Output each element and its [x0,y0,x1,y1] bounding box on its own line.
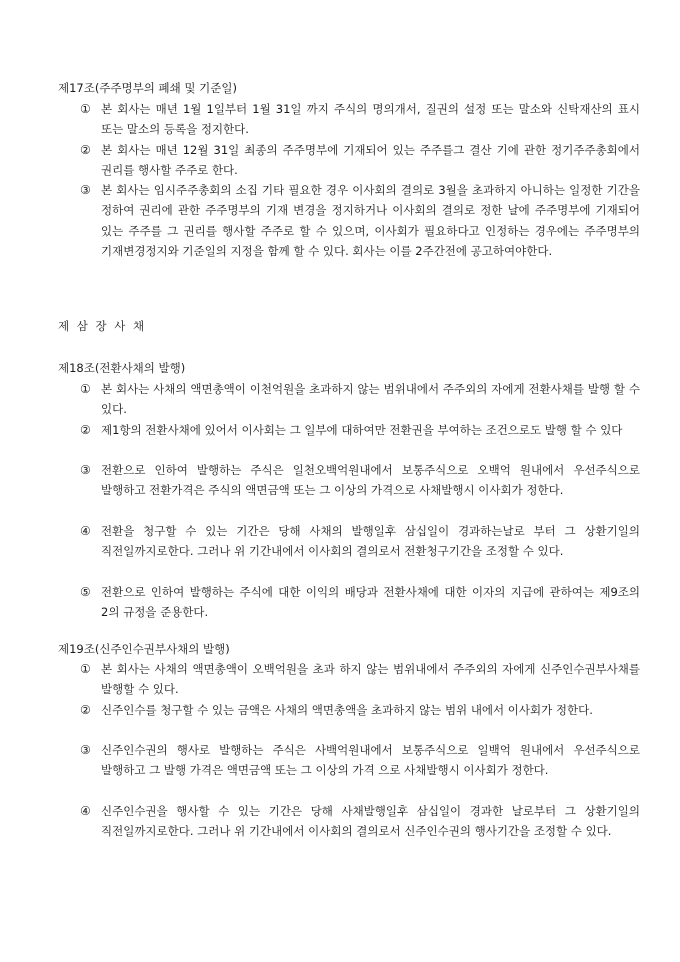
article-19-item-3 [80,740,640,781]
article-18-item-4 [80,521,640,562]
article-19-item-1 [80,659,640,700]
item-number: ③ [80,183,91,197]
item-number: ① [80,662,91,676]
item-number: ② [80,423,91,437]
item-number: ① [80,382,91,396]
item-text: 본 회사는 매년 12월 31일 최종의 주주명부에 기재되어 있는 주주를그 결산 기에 관한 정기주주총회에서 권리를 행사할 주주로 한다. [101,143,640,178]
article-18-title: 제18조(전환사채의 발행) [58,361,186,375]
article-18-item-2 [80,420,640,440]
item-number: ② [80,703,91,717]
item-number: ④ [80,524,91,538]
article-19-item-2 [80,700,640,720]
article-17-item-1 [80,99,640,140]
item-text: 신주인수권의 행사로 발행하는 주식은 사백억원내에서 보통주식으로 일백억 원내에서 우선주식으로 발행하고 그 발행 가격은 액면금액 또는 그 이상의 가격 으로 사채발행시 이사회가 정한다. [101,743,640,778]
item-text: 전환으로 인하여 발행하는 주식은 일천오백억원내에서 보통주식으로 오백억 원내에서 우선주식으로 발행하고 전환가격은 주식의 액면금액 또는 그 이상의 가격으로 사채발행시 이사회가 정한다. [101,463,640,498]
item-number: ④ [80,804,91,818]
article-17-item-3 [80,180,640,261]
article-18-item-5 [80,582,640,623]
item-text: 전환을 청구할 수 있는 기간은 당해 사채의 발행일후 삼십일이 경과하는날로 부터 그 상환기일의 직전일까지로한다. 그러나 위 기간내에서 이사회의 결의로서 전환청구기간을 조정할 수 있다. [101,524,640,559]
item-number: ① [80,102,91,116]
item-text: 본 회사는 매년 1월 1일부터 1월 31일 까지 주식의 명의개서, 질권의 설정 또는 말소와 신탁재산의 표시 또는 말소의 등록을 정지한다. [101,102,640,137]
item-text: 제1항의 전환사채에 있어서 이사회는 그 일부에 대하여만 전환권을 부여하는 조건으로도 발행 할 수 있다 [101,423,623,437]
article-17-title: 제17조(주주명부의 폐쇄 및 기준일) [58,81,237,95]
item-number: ⑤ [80,585,91,599]
item-text: 전환으로 인하여 발행하는 주식에 대한 이익의 배당과 전환사채에 대한 이자의 지급에 관하여는 제9조의 2의 규정을 준용한다. [101,585,640,620]
article-18-item-1 [80,379,640,420]
item-text: 본 회사는 사채의 액면총액이 오백억원을 초과 하지 않는 범위내에서 주주외의 자에게 신주인수권부사채를 발행할 수 있다. [101,662,640,697]
item-number: ② [80,143,91,157]
item-text: 본 회사는 임시주주총회의 소집 기타 필요한 경우 이사회의 결의로 3월을 초과하지 아니하는 일정한 기간을 정하여 권리에 관한 주주명부의 기재 변경을 정지하거나 이사회의 결의로 정한 날에 주주명부에 기재되어 있는 주주를 그 권리를 행사할 주주로 할 수 있으며, 이사회가 필요하다고 인정하는 경우에는 주주명부의 기재변경정지와 기준일의 지정을 함께 할 수 있다. 회사는 이를 2주간전에 공고하여야한다. [101,183,640,258]
item-text: 신주인수를 청구할 수 있는 금액은 사채의 액면총액을 초과하지 않는 범위 내에서 이사회가 정한다. [101,703,593,717]
item-number: ③ [80,463,91,477]
article-19-title: 제19조(신주인수권부사채의 발행) [58,642,230,656]
article-19-item-4 [80,801,640,842]
item-number: ③ [80,743,91,757]
item-text: 본 회사는 사채의 액면총액이 이천억원을 초과하지 않는 범위내에서 주주외의 자에게 전환사채를 발행 할 수 있다. [101,382,640,417]
chapter-title: 제 삼 장 사 채 [58,319,147,333]
article-17-item-2 [80,140,640,181]
article-18-item-3 [80,460,640,501]
item-text: 신주인수권을 행사할 수 있는 기간은 당해 사채발행일후 삼십일이 경과한 날로부터 그 상환기일의 직전일까지로한다. 그러나 위 기간내에서 이사회의 결의로서 신주인수권의 행사기간을 조정할 수 있다. [101,804,640,839]
